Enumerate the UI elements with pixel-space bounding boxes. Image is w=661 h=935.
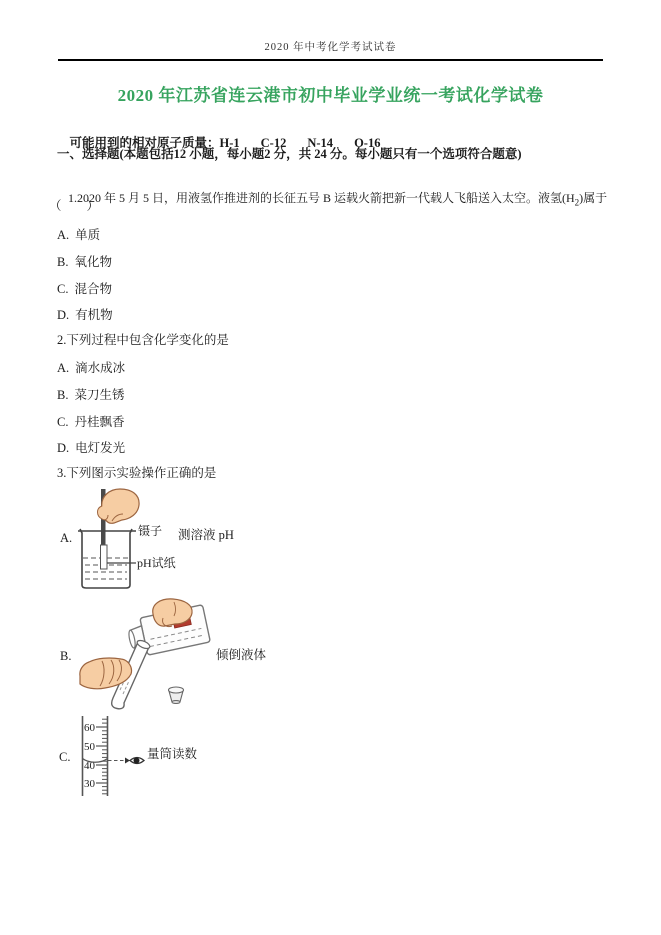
figure-c-letter: C. [59,750,71,764]
atomic-mass-h: H-1 [219,136,240,150]
atomic-mass-c: C-12 [260,136,287,150]
q1-option-d-letter: D. [57,308,70,322]
q1-option-b-text: 氧化物 [74,255,112,269]
section-1-heading: 一、选择题(本题包括12 小题，每小题2 分，共 24 分。每小题只有一个选项符合题意) [57,147,522,161]
q1-option-c-text: 混合物 [74,282,112,296]
scale-40: 40 [84,760,95,772]
q2-option-c-letter: C. [57,415,69,429]
page-header-note: 2020 年中考化学考试试卷 [264,42,397,53]
q2-option-d-text: 电灯发光 [75,441,126,455]
q2-option-a [57,361,125,376]
document-title: 2020 年江苏省连云港市初中毕业学业统一考试化学试卷 [117,86,544,105]
q2-option-a-text: 滴水成冰 [75,361,126,375]
scale-60: 60 [84,722,95,734]
figure-a-letter: A. [60,531,73,545]
q1-option-d [57,308,113,323]
q1-option-a [57,228,100,243]
question-2-stem: 2.下列过程中包含化学变化的是 [57,333,229,347]
figure-a-caption: 测溶液 pH [178,528,234,542]
scale-30: 30 [84,778,95,790]
pouring-liquid-illustration [75,598,215,712]
header-divider-line [58,59,603,61]
q1-option-c [57,282,112,297]
ph-paper-annotation: pH试纸 [137,556,176,570]
tweezers-annotation: 镊子 [138,524,163,538]
q1-option-a-text: 单质 [75,228,101,242]
q2-option-b [57,388,124,403]
q1-option-b [57,255,112,270]
eye-icon [125,758,144,764]
atomic-mass-n: N-14 [307,136,334,150]
q1-stem-tail: )属于 [579,191,608,205]
q1-formula-subscript: 2 [574,197,580,208]
bottle-stopper-icon [169,687,184,704]
q1-answer-bracket: （ ） [49,199,100,213]
q2-option-c-text: 丹桂飘香 [74,415,125,429]
atomic-mass-label: 可能用到的相对原子质量： [69,136,220,150]
q2-option-b-letter: B. [57,388,69,402]
figure-b-letter: B. [60,649,72,663]
question-3-stem: 3.下列图示实验操作正确的是 [57,466,217,480]
q1-option-a-letter: A. [57,228,70,242]
q2-option-d-letter: D. [57,441,70,455]
figure-b-caption: 倾倒液体 [216,648,267,662]
q2-option-d [57,441,125,456]
q2-option-c [57,415,124,430]
q1-option-c-letter: C. [57,282,69,296]
q2-option-b-text: 菜刀生锈 [74,388,125,402]
major-ticks-icon [96,727,107,783]
figure-c-caption: 量筒读数 [147,747,198,761]
atomic-mass-o: O-16 [354,136,381,150]
q1-option-d-text: 有机物 [75,308,113,322]
ph-test-illustration [78,486,213,600]
question-1-stem [56,176,607,225]
scale-50: 50 [84,741,95,753]
q1-option-b-letter: B. [57,255,69,269]
ph-paper-icon [101,545,108,569]
graduated-cylinder-illustration [78,714,148,798]
q2-option-a-letter: A. [57,361,70,375]
q1-stem-main: 1.2020 年 5 月 5 日，用液氢作推进剂的长征五号 B 运载火箭把新一代载人飞船送入太空。液氢(H [68,191,575,205]
